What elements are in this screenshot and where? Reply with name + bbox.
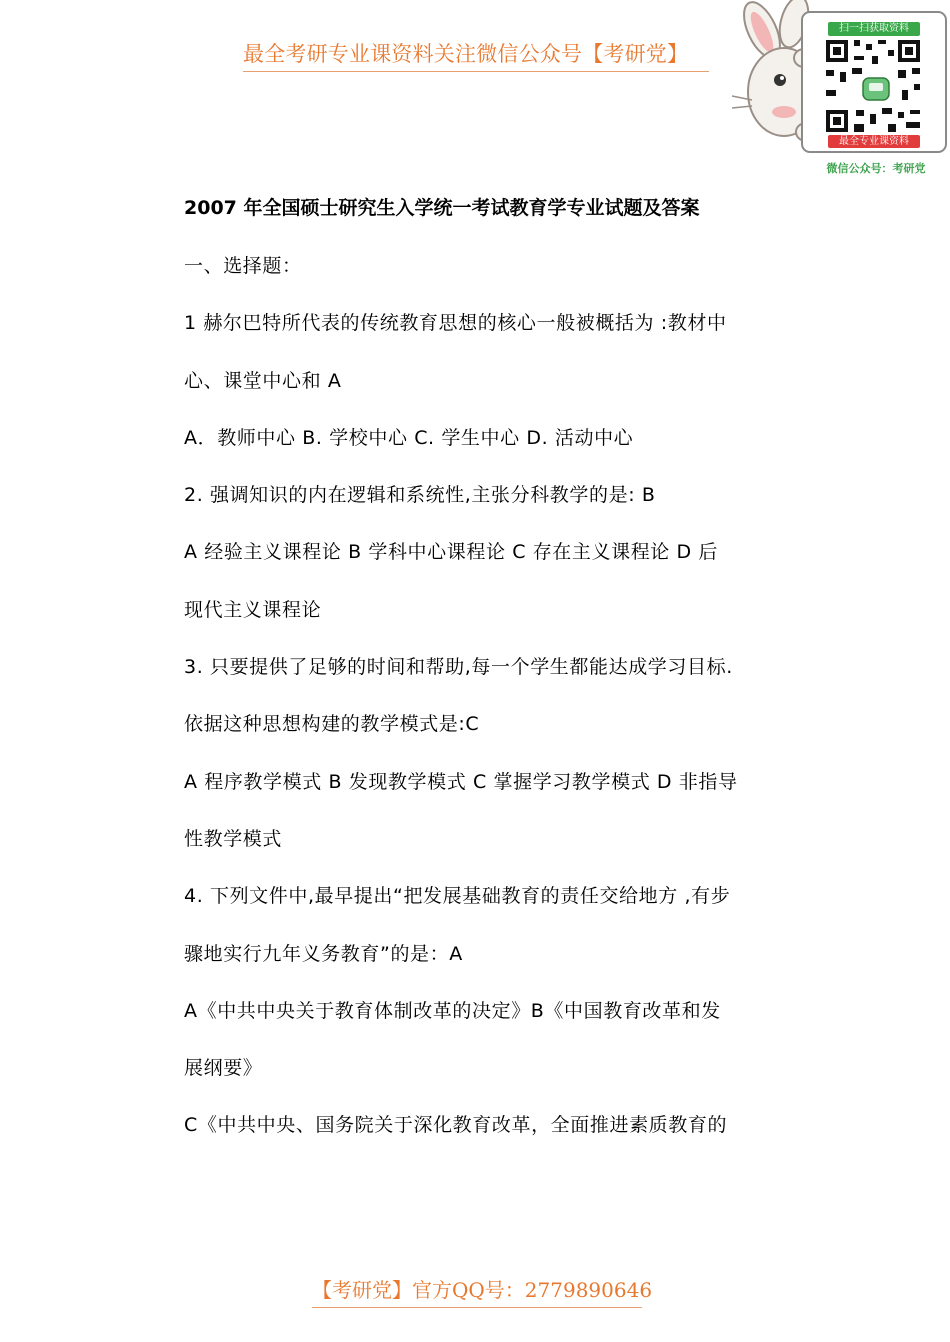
text-line: 2. 强调知识的内在逻辑和系统性,主张分科教学的是: B [184,484,656,507]
text-line: A 程序教学模式 B 发现教学模式 C 掌握学习教学模式 D 非指导 [184,770,738,793]
header-banner: 最全考研专业课资料关注微信公众号【考研党】 [243,38,709,72]
qr-materials-label: 最全专业课资料 [828,135,920,148]
text-line: A．教师中心 B. 学校中心 C. 学生中心 D. 活动中心 [184,426,634,449]
text-line: 性教学模式 [184,827,283,850]
text-line: 展纲要》 [184,1057,263,1080]
text-line: 依据这种思想构建的教学模式是:C [184,713,480,736]
text-line: C《中共中央、国务院关于深化教育改革，全面推进素质教育的 [184,1114,728,1137]
text-line: 3. 只要提供了足够的时间和帮助,每一个学生都能达成学习目标. [184,656,733,679]
wechat-account-caption: 微信公众号：考研党 [826,162,926,175]
document-body [184,190,804,1165]
text-line: 4. 下列文件中,最早提出“把发展基础教育的责任交给地方 ,有步 [184,885,731,908]
text-line: 骤地实行九年义务教育”的是：A [184,942,463,965]
text-line: A 经验主义课程论 B 学科中心课程论 C 存在主义课程论 D 后 [184,541,719,564]
text-line: 一、选择题： [184,255,302,277]
text-line: A《中共中央关于教育体制改革的决定》B《中国教育改革和发 [184,999,721,1022]
text-line: 1 赫尔巴特所代表的传统教育思想的核心一般被概括为 :教材中 [184,312,727,335]
qr-scan-label: 扫一扫获取资料 [828,22,920,36]
document-title: 2007 年全国硕士研究生入学统一考试教育学专业试题及答案 [184,197,700,219]
text-line: 现代主义课程论 [184,598,322,621]
footer-qq-contact: 【考研党】官方QQ号：2779890646 [312,1274,642,1308]
text-line: 心、课堂中心和 A [184,369,342,392]
